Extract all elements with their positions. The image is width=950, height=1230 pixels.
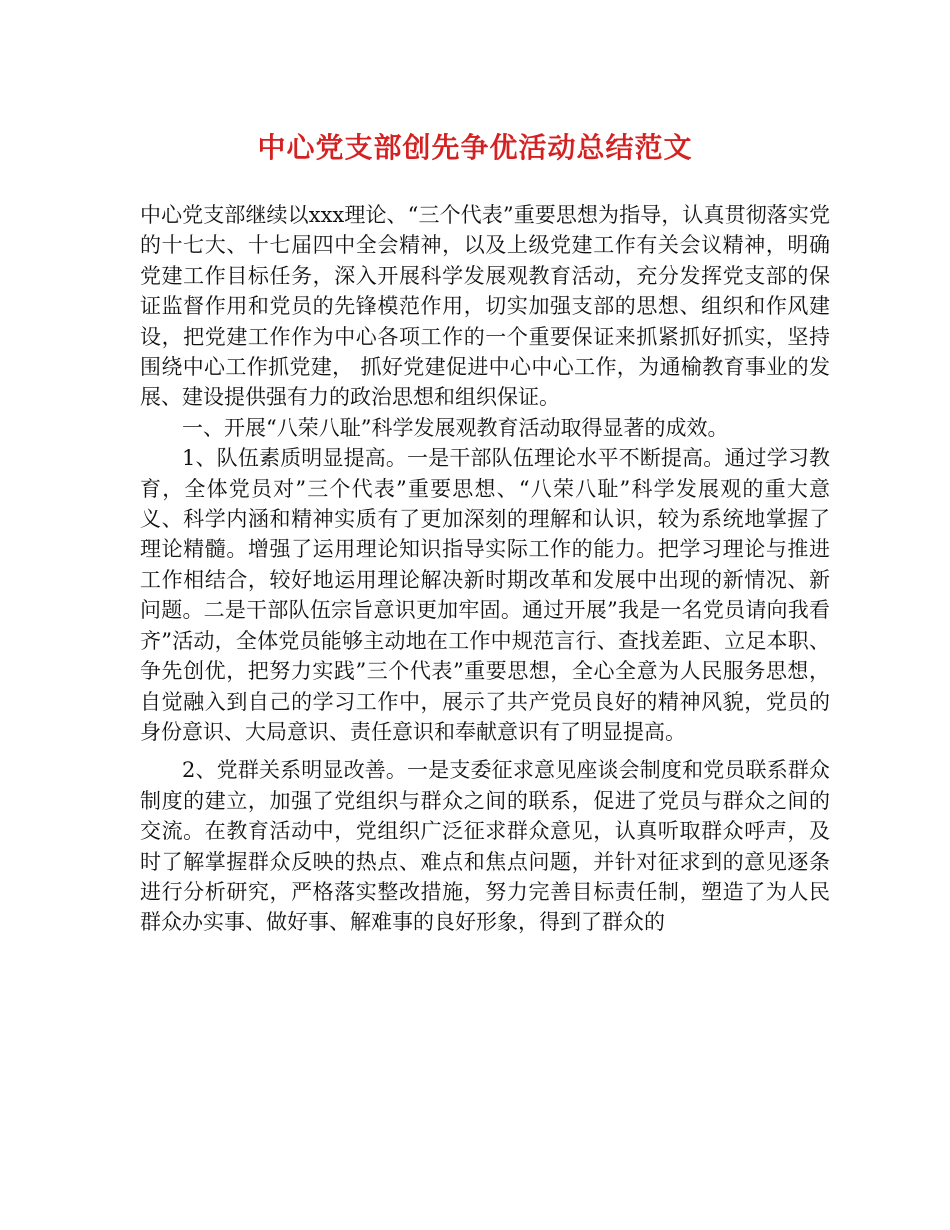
paragraph-item-1: 1、队伍素质明显提高。一是干部队伍理论水平不断提高。通过学习教育，全体党员对”三个代表”重要思想、“八荣八耻”科学发展观的重大意义、科学内涵和精神实质有了更加深刻的理解和认识，较为系统地掌握了理论精髓。增强了运用理论知识指导实际工作的能力。把学习理论与推进工作相结合，较好地运用理论解决新时期改革和发展中出现的新情况、新问题。二是干部队伍宗旨意识更加牢固。通过开展”我是一名党员请向我看齐”活动，全体党员能够主动地在工作中规范言行、查找差距、立足本职、争先创优，把努力实践”三个代表”重要思想，全心全意为人民服务思想，自觉融入到自己的学习工作中，展示了共产党员良好的精神风貌，党员的身份意识、大局意识、责任意识和奉献意识有了明显提高。 [140,446,830,744]
document-body [140,200,830,938]
paragraph-intro: 中心党支部继续以xxx理论、“三个代表”重要思想为指导，认真贯彻落实党的十七大、十七届四中全会精神，以及上级党建工作有关会议精神，明确党建工作目标任务，深入开展科学发展观教育活动，充分发挥党支部的保证监督作用和党员的先锋模范作用，切实加强支部的思想、组织和作风建设，把党建工作作为中心各项工作的一个重要保证来抓紧抓好抓实，坚持围绕中心工作抓党建， 抓好党建促进中心中心工作，为通榆教育事业的发展、建设提供强有力的政治思想和组织保证。 [140,203,830,410]
paragraph-item-2: 2、党群关系明显改善。一是支委征求意见座谈会制度和党员联系群众制度的建立，加强了党组织与群众之间的联系，促进了党员与群众之间的交流。在教育活动中，党组织广泛征求群众意见，认真听取群众呼声，及时了解掌握群众反映的热点、难点和焦点问题，并针对征求到的意见逐条进行分析研究，严格落实整改措施，努力完善目标责任制，塑造了为人民群众办实事、做好事、解难事的良好形象，得到了群众的 [140,758,830,935]
document-title: 中心党支部创先争优活动总结范文 [257,131,693,164]
paragraph-section-heading: 一、开展“八荣八耻”科学发展观教育活动取得显著的成效。 [182,415,729,440]
